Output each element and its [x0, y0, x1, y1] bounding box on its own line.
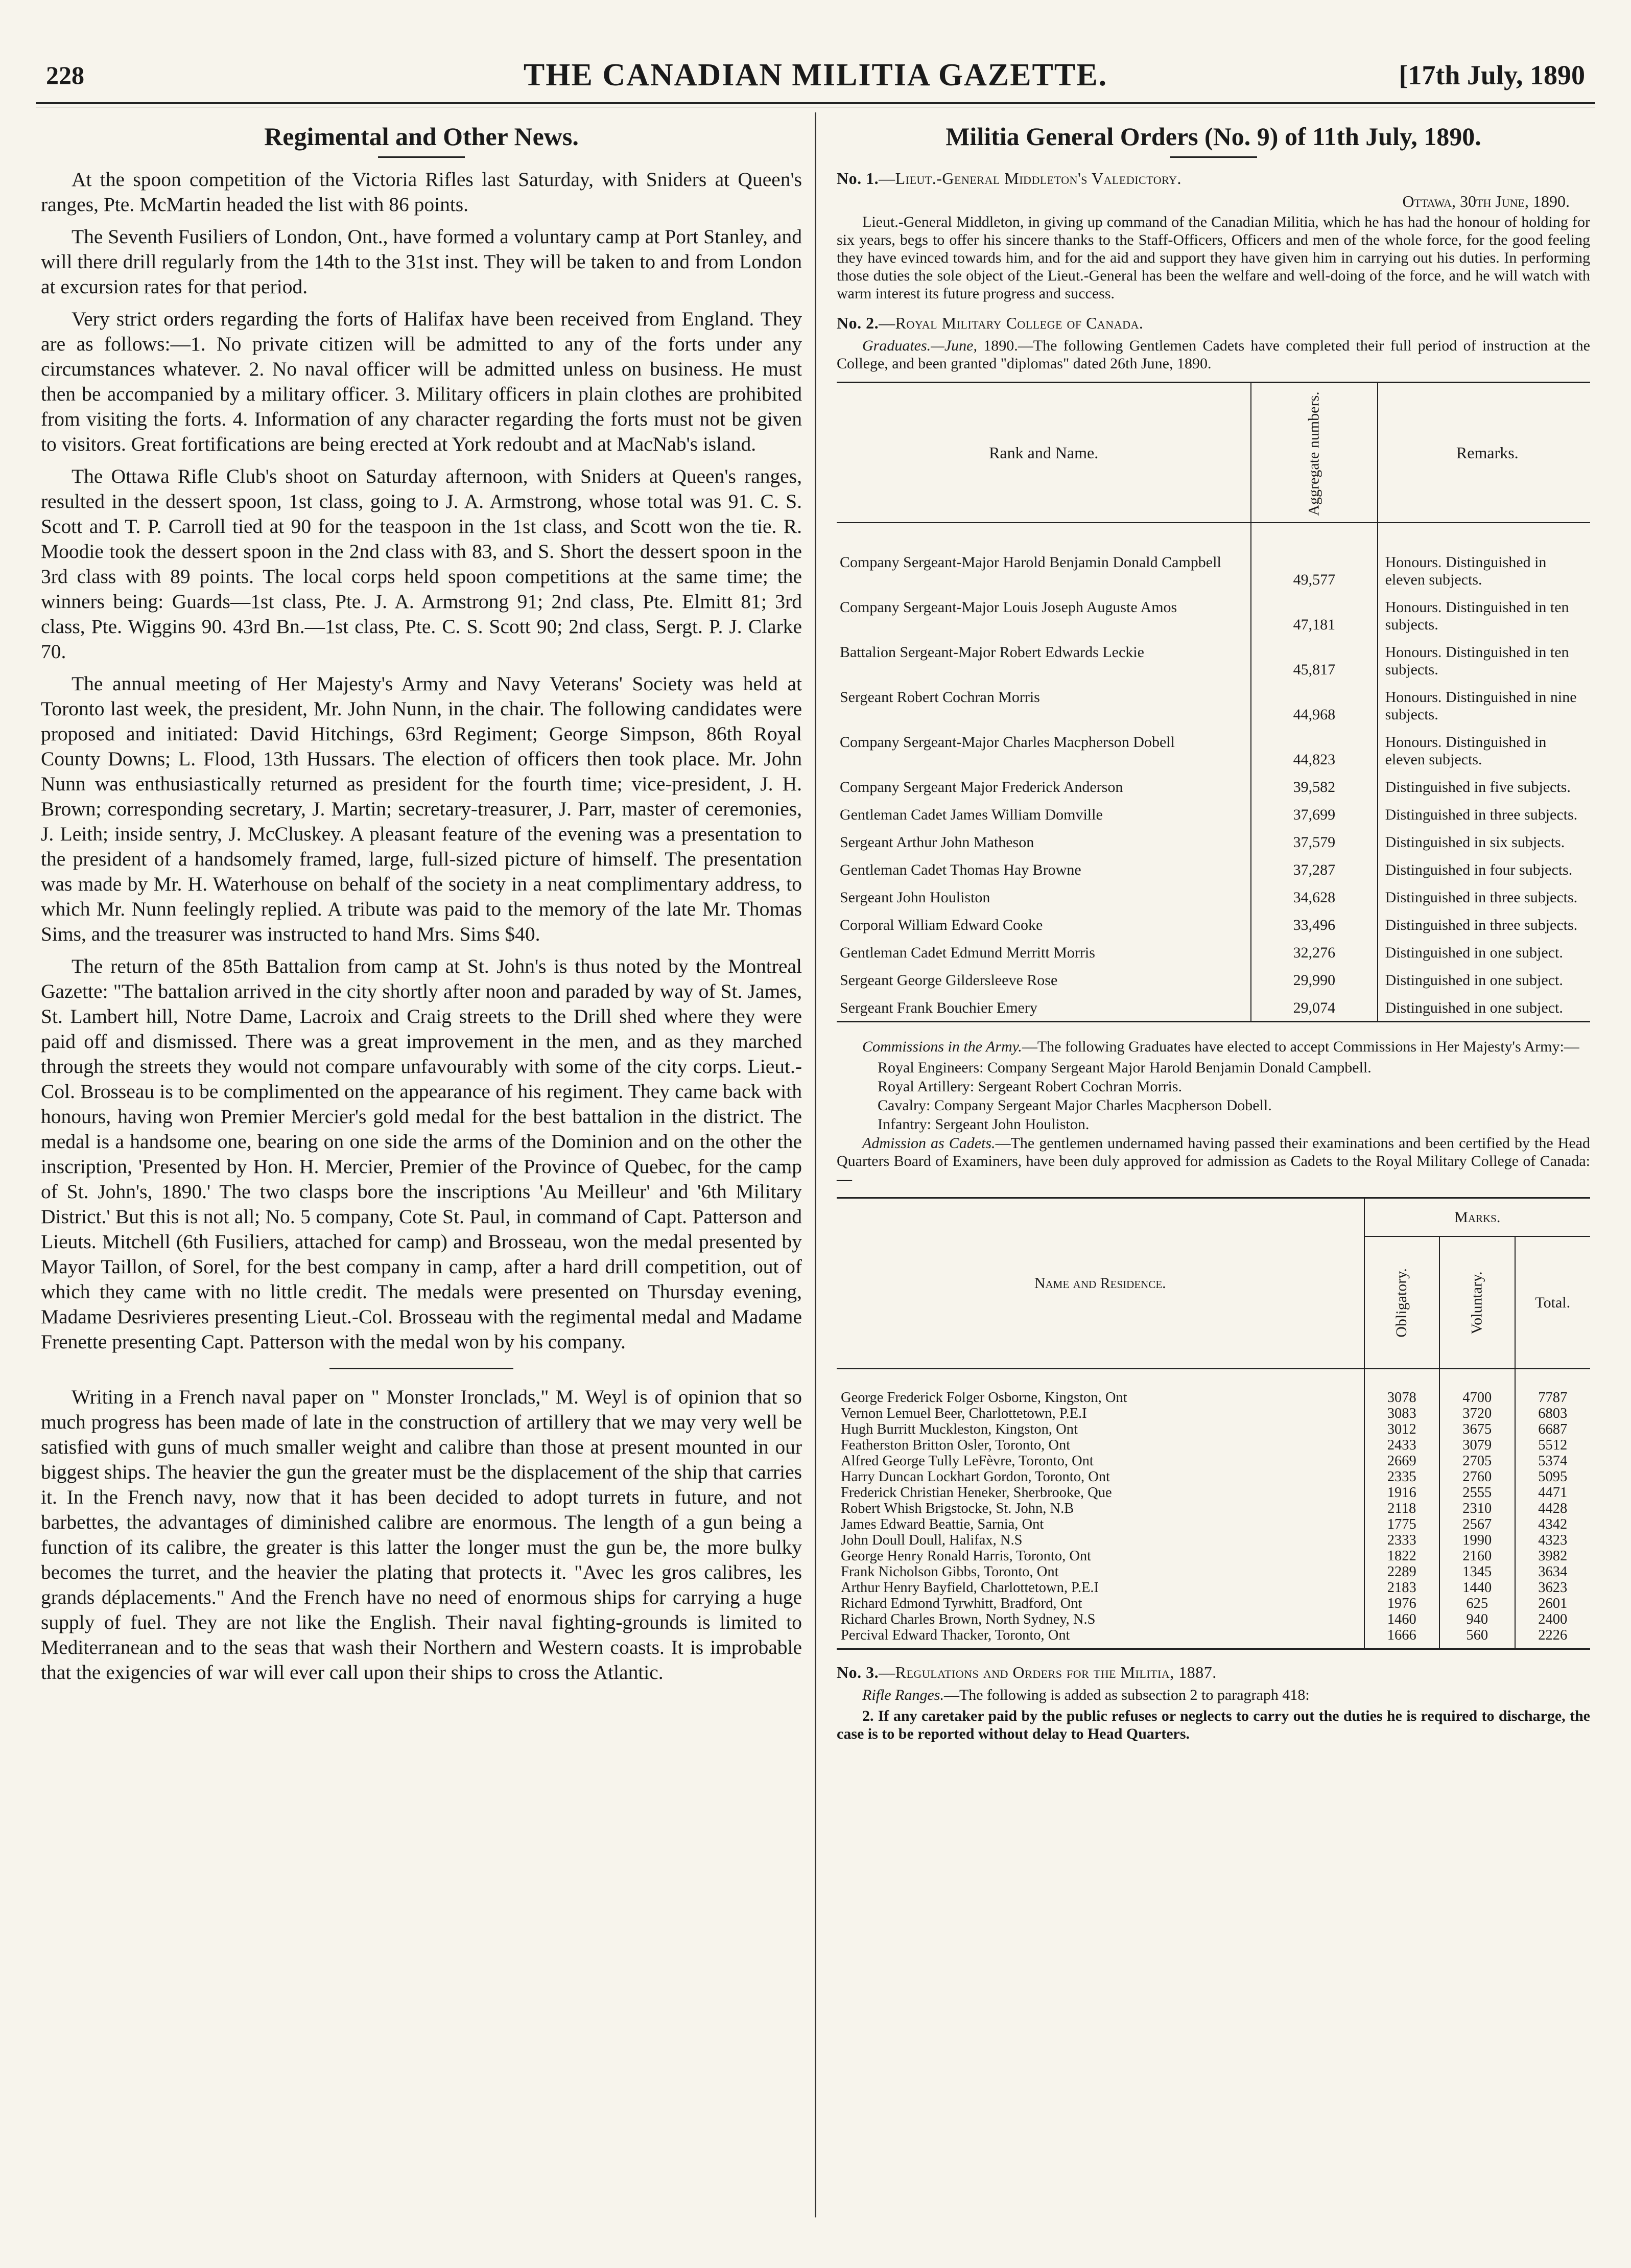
cadet-obligatory: 2433: [1364, 1437, 1440, 1453]
graduate-row: [837, 855, 1590, 883]
graduate-row: [837, 828, 1590, 855]
order-number: No. 1.: [837, 169, 879, 188]
cadet-obligatory: 3083: [1364, 1406, 1440, 1421]
italic-lead: Rifle Ranges.: [862, 1687, 944, 1703]
cadet-voluntary: 625: [1439, 1596, 1515, 1611]
graduate-remarks: Distinguished in three subjects.: [1385, 917, 1578, 933]
graduate-remarks: Distinguished in six subjects.: [1385, 834, 1565, 851]
col-header-aggregate: [1251, 383, 1377, 523]
cadet-total: 6687: [1538, 1421, 1568, 1437]
graduate-row: [837, 910, 1590, 938]
order-heading: [837, 169, 1590, 188]
col-header-name: Name and Residence.: [837, 1198, 1364, 1369]
commission-line: Cavalry: Company Sergeant Major Charles Macpherson Dobell.: [878, 1097, 1272, 1114]
graduate-aggregate: 44,968: [1251, 683, 1377, 728]
cadet-row: [837, 1580, 1590, 1596]
cadet-voluntary: 2567: [1439, 1516, 1515, 1532]
header-rule: [36, 102, 1595, 107]
cadet-row: [837, 1469, 1590, 1485]
col-header-total: Total.: [1515, 1236, 1591, 1369]
cadet-row: [837, 1501, 1590, 1516]
news-paragraph: The Seventh Fusiliers of London, Ont., have formed a voluntary camp at Port Stanley, and will there drill regularly from the 14th to the 31st inst. They will be taken to and from London at excursion rates for that period.: [41, 225, 802, 298]
news-paragraph: Writing in a French naval paper on " Monster Ironclads," M. Weyl is of opinion that so much progress has been made of late in the construction of artillery that we may very well be satisfied with guns of much smaller weight and calibre than those at present mounted in our biggest ships. The heavier the gun the greater must be the displacement of the ship that carries it. In the French navy, now that it has been decided to adopt turrets in future, and not barbettes, the advantages of diminished calibre are enormous. The length of a gun being a function of its calibre, the greater is this latter the longer must the gun be, the more bulky becomes the turret, and the heavier the plating that protects it. "Avec les gros calibres, les grands déplacements." And the French have no need of enormous ships for carrying a huge supply of fuel. They are not like the English. Their naval fighting-grounds is limited to Mediterranean and to the seas that wash their Northern and Western coasts. It is improbable that the exigencies of war will ever call upon their ships to cross the Atlantic.: [41, 1386, 802, 1684]
cadet-total: 2226: [1538, 1627, 1568, 1643]
graduate-name: Company Sergeant-Major Harold Benjamin Donald Campbell: [837, 523, 1251, 593]
graduate-aggregate: 39,582: [1251, 773, 1377, 800]
order-title: —Lieut.-General Middleton's Valedictory.: [879, 169, 1181, 188]
graduate-remarks: Distinguished in four subjects.: [1385, 861, 1573, 878]
right-heading: Militia General Orders (No. 9) of 11th July, 1890.: [945, 122, 1481, 151]
cadet-row: [837, 1406, 1590, 1421]
left-heading: Regimental and Other News.: [264, 122, 579, 151]
graduate-name: Sergeant Robert Cochran Morris: [837, 683, 1251, 728]
cadet-name: Alfred George Tully LeFèvre, Toronto, Ont: [837, 1453, 1364, 1469]
graduate-aggregate: 47,181: [1251, 593, 1377, 638]
cadet-name: Robert Whish Brigstocke, St. John, N.B: [837, 1501, 1364, 1516]
graduate-remarks: Honours. Distinguished in nine subjects.: [1385, 689, 1577, 723]
cadet-total: 5512: [1538, 1437, 1568, 1453]
news-paragraph: Very strict orders regarding the forts of Halifax have been received from England. They are as follows:—1. No private citizen will be admitted to any of the forts under any circumstances whatever. 2. No naval officer will be admitted unless on business. He must then be accompanied by a military officer. 3. Military officers in plain clothes are prohibited from visiting the forts. 4. Information of any character regarding the forts must not be given to visitors. Great fortifications are being erected at York redoubt and at MacNab's island.: [41, 308, 802, 455]
issue-date: [17th July, 1890: [1399, 60, 1585, 90]
news-paragraph: The annual meeting of Her Majesty's Army and Navy Veterans' Society was held at Toronto last week, the president, Mr. John Nunn, in the chair. The following candidates were proposed and initiated: David Hitchings, 63rd Regiment; George Simpson, 86th Royal County Downs; L. Flood, 13th Hussars. The election of officers then took place. Mr. John Nunn was enthusiastically returned as president for the fourth time; vice-president, J. H. Brown; corresponding secretary, J. Martin; secretary-treasurer, J. Parr, master of ceremonies, J. Leith; inside sentry, J. McCluskey. A pleasant feature of the evening was a presentation to the president of a handsomely framed, large, full-sized picture of himself. The presentation was made by Mr. H. Waterhouse on behalf of the society in a neat complimentary address, to which Mr. Nunn feelingly replied. A tribute was paid to the memory of the late Mr. Thomas Sims, and the treasurer was instructed to hand Mrs. Sims $40.: [41, 672, 802, 945]
cadet-obligatory: 2333: [1364, 1532, 1440, 1548]
graduate-remarks: Distinguished in one subject.: [1385, 972, 1563, 989]
graduate-aggregate: 49,577: [1251, 523, 1377, 593]
graduate-aggregate: 33,496: [1251, 910, 1377, 938]
graduate-aggregate: 34,628: [1251, 883, 1377, 910]
cadet-row: [837, 1548, 1590, 1564]
right-column: [816, 107, 1595, 2228]
cadet-voluntary: 2705: [1439, 1453, 1515, 1469]
news-paragraph: The Ottawa Rifle Club's shoot on Saturday afternoon, with Sniders at Queen's ranges, resulted in the dessert spoon, 1st class, going to J. A. Armstrong, whose total was 91. C. S. Scott and T. P. Carroll tied at 90 for the teaspoon in the 1st class, and Scott won the tie. R. Moodie took the dessert spoon in the 2nd class with 83, and S. Short the dessert spoon in the 3rd class with 89 points. The local corps held spoon competitions at the same time; the winners being: Guards—1st class, Pte. J. A. Armstrong 91; 2nd class, Pte. Elmitt 81; 3rd class, Pte. Wiggins 90. 43rd Bn.—1st class, Pte. C. S. Scott 90; 2nd class, Sergt. P. J. Clarke 70.: [41, 465, 802, 663]
graduate-remarks: Distinguished in three subjects.: [1385, 889, 1578, 906]
cadet-total: 3623: [1538, 1580, 1568, 1596]
graduate-name: Battalion Sergeant-Major Robert Edwards Leckie: [837, 638, 1251, 683]
col-header-obligatory-text: Obligatory.: [1393, 1268, 1410, 1338]
cadet-name: James Edward Beattie, Sarnia, Ont: [837, 1516, 1364, 1532]
cadet-total: 4471: [1538, 1485, 1568, 1501]
graduate-name: Sergeant George Gildersleeve Rose: [837, 966, 1251, 993]
graduate-remarks: Honours. Distinguished in ten subjects.: [1385, 644, 1569, 678]
graduates-table: [837, 382, 1590, 1022]
cadet-obligatory: 2289: [1364, 1564, 1440, 1580]
page-number: 228: [46, 61, 84, 89]
columns: [36, 107, 1595, 2228]
cadet-voluntary: 1345: [1439, 1564, 1515, 1580]
admission-text: [837, 1134, 1590, 1188]
graduate-name: Gentleman Cadet Edmund Merritt Morris: [837, 938, 1251, 966]
cadet-row: [837, 1516, 1590, 1532]
cadet-row: [837, 1453, 1590, 1469]
cadet-obligatory: 1666: [1364, 1627, 1440, 1649]
cadet-total: 4323: [1538, 1532, 1568, 1548]
graduate-row: [837, 728, 1590, 773]
cadet-name: Frank Nicholson Gibbs, Toronto, Ont: [837, 1564, 1364, 1580]
cadet-voluntary: 2555: [1439, 1485, 1515, 1501]
order-title: —Royal Military College of Canada.: [879, 314, 1144, 332]
order-text-2: 2. If any caretaker paid by the public refuses or neglects to carry out the duties he is required to discharge, the case is to be reported without delay to Head Quarters.: [837, 1708, 1590, 1742]
news-paragraph: At the spoon competition of the Victoria Rifles last Saturday, with Sniders at Queen's ranges, Pte. McMartin headed the list with 86 points.: [41, 168, 802, 216]
left-column: [36, 107, 815, 2228]
cadet-obligatory: 1916: [1364, 1485, 1440, 1501]
graduate-row: [837, 593, 1590, 638]
cadet-name: George Frederick Folger Osborne, Kingston, Ont: [837, 1369, 1364, 1406]
cadet-name: Vernon Lemuel Beer, Charlottetown, P.E.I: [837, 1406, 1364, 1421]
cadet-total: 5095: [1538, 1469, 1568, 1485]
cadet-obligatory: 2335: [1364, 1469, 1440, 1485]
col-header-aggregate-text: Aggregate numbers.: [1305, 391, 1322, 516]
separator-rule: [329, 1368, 513, 1369]
col-header-remarks: Remarks.: [1378, 383, 1590, 523]
graduate-name: Gentleman Cadet James William Domville: [837, 800, 1251, 828]
cadet-total: 4342: [1538, 1516, 1568, 1532]
graduate-name: Company Sergeant-Major Charles Macpherson Dobell: [837, 728, 1251, 773]
cadet-name: Featherston Britton Osler, Toronto, Ont: [837, 1437, 1364, 1453]
cadet-voluntary: 3675: [1439, 1421, 1515, 1437]
order-body: 1890.—The following Gentlemen Cadets have completed their full period of instruction at the College, and been granted "diplomas" dated 26th June, 1890.: [837, 337, 1590, 372]
graduate-aggregate: 37,699: [1251, 800, 1377, 828]
cadet-voluntary: 2310: [1439, 1501, 1515, 1516]
graduate-row: [837, 683, 1590, 728]
order-body: —The following is added as subsection 2 to paragraph 418:: [943, 1687, 1310, 1703]
cadet-total: 2400: [1538, 1611, 1568, 1627]
col-header-marks: Marks.: [1364, 1198, 1591, 1237]
cadet-name: Percival Edward Thacker, Toronto, Ont: [837, 1627, 1364, 1649]
news-paragraph: The return of the 85th Battalion from camp at St. John's is thus noted by the Montreal Gazette: "The battalion arrived in the city shortly after noon and paraded by way of St. James, St. Lambert hill, Notre Dame, Lacroix and Craig streets to the Drill shed where they were paid off and dismissed. There was a great improvement in the men, and as they marched through the streets they would not compare unfavourably with some of the city corps. Lieut.-Col. Brosseau is to be complimented on the appearance of his regiment. They came back with honours, having won Premier Mercier's gold medal for the best battalion in the district. The medal is a handsome one, bearing on one side the arms of the Dominion and on the other the inscription, 'Presented by Hon. H. Mercier, Premier of the Province of Quebec, for the camp of St. John's, 1890.' The two clasps bore the inscriptions 'Au Meilleur' and '6th Military District.' But this is not all; No. 5 company, Cote St. Paul, in command of Capt. Patterson and Lieuts. Mitchell (6th Fusiliers, attached for camp) and Brosseau, won the medal presented by Mayor Taillon, of Sorel, for the best company in camp, after a hard drill competition, out of which they came with no little credit. The medals were presented on Thursday evening, Madame Desrivieres presenting Lieut.-Col. Brosseau with the regimental medal and Madame Frenette presenting Capt. Patterson with the medal won by his company.: [41, 955, 802, 1353]
publication-title: THE CANADIAN MILITIA GAZETTE.: [523, 58, 1108, 92]
graduate-aggregate: 37,579: [1251, 828, 1377, 855]
cadet-row: [837, 1596, 1590, 1611]
heading-rule: [378, 156, 465, 158]
order-number: No. 3.: [837, 1663, 879, 1681]
cadet-voluntary: 2160: [1439, 1548, 1515, 1564]
order-number: No. 2.: [837, 314, 879, 332]
order-text: [837, 337, 1590, 372]
commission-line: Royal Artillery: Sergeant Robert Cochran Morris.: [878, 1078, 1183, 1095]
graduate-row: [837, 800, 1590, 828]
graduate-name: Corporal William Edward Cooke: [837, 910, 1251, 938]
graduate-remarks: Honours. Distinguished in ten subjects.: [1385, 599, 1569, 633]
heading-rule: [1170, 156, 1257, 158]
cadet-name: George Henry Ronald Harris, Toronto, Ont: [837, 1548, 1364, 1564]
graduate-name: Sergeant John Houliston: [837, 883, 1251, 910]
italic-lead: Commissions in the Army.: [862, 1038, 1022, 1055]
cadet-row: [837, 1421, 1590, 1437]
cadet-voluntary: 4700: [1439, 1369, 1515, 1406]
graduate-remarks: Distinguished in three subjects.: [1385, 806, 1578, 823]
commission-line: Infantry: Sergeant John Houliston.: [878, 1116, 1090, 1133]
cadet-name: Richard Charles Brown, North Sydney, N.S: [837, 1611, 1364, 1627]
cadet-total: 7787: [1538, 1390, 1568, 1406]
cadet-row: [837, 1485, 1590, 1501]
col-header-voluntary: [1439, 1236, 1515, 1369]
cadet-obligatory: 3078: [1364, 1369, 1440, 1406]
graduate-aggregate: 29,074: [1251, 993, 1377, 1022]
cadet-name: Frederick Christian Heneker, Sherbrooke, Que: [837, 1485, 1364, 1501]
cadet-obligatory: 1460: [1364, 1611, 1440, 1627]
cadet-row: [837, 1627, 1590, 1649]
graduate-aggregate: 37,287: [1251, 855, 1377, 883]
graduate-name: Sergeant Arthur John Matheson: [837, 828, 1251, 855]
graduate-row: [837, 523, 1590, 593]
cadet-obligatory: 1976: [1364, 1596, 1440, 1611]
graduate-name: Company Sergeant-Major Louis Joseph Auguste Amos: [837, 593, 1251, 638]
cadet-row: [837, 1564, 1590, 1580]
graduate-row: [837, 773, 1590, 800]
graduate-aggregate: 32,276: [1251, 938, 1377, 966]
dateline: Ottawa, 30th June, 1890.: [1402, 192, 1570, 211]
cadet-voluntary: 940: [1439, 1611, 1515, 1627]
order-text: [837, 1686, 1590, 1704]
cadet-name: Richard Edmond Tyrwhitt, Bradford, Ont: [837, 1596, 1364, 1611]
commissions-body: —The following Graduates have elected to accept Commissions in Her Majesty's Army:—: [1022, 1038, 1579, 1055]
cadet-voluntary: 3079: [1439, 1437, 1515, 1453]
graduate-name: Company Sergeant Major Frederick Anderson: [837, 773, 1251, 800]
col-header-rank: Rank and Name.: [837, 383, 1251, 523]
graduate-remarks: Distinguished in one subject.: [1385, 999, 1563, 1016]
graduate-remarks: Distinguished in one subject.: [1385, 944, 1563, 961]
cadets-table: [837, 1197, 1590, 1650]
cadet-row: [837, 1611, 1590, 1627]
cadet-obligatory: 2183: [1364, 1580, 1440, 1596]
cadet-obligatory: 2118: [1364, 1501, 1440, 1516]
graduate-row: [837, 966, 1590, 993]
cadet-obligatory: 2669: [1364, 1453, 1440, 1469]
cadet-voluntary: 1440: [1439, 1580, 1515, 1596]
italic-lead: Graduates.—June,: [862, 337, 977, 354]
cadet-voluntary: 1990: [1439, 1532, 1515, 1548]
cadet-row: [837, 1437, 1590, 1453]
cadet-voluntary: 2760: [1439, 1469, 1515, 1485]
cadet-row: [837, 1532, 1590, 1548]
cadet-name: Hugh Burritt Muckleston, Kingston, Ont: [837, 1421, 1364, 1437]
col-header-obligatory: [1364, 1236, 1440, 1369]
cadet-row: [837, 1369, 1590, 1406]
order-title: —Regulations and Orders for the Militia, 1887.: [879, 1663, 1217, 1681]
graduate-remarks: Distinguished in five subjects.: [1385, 779, 1571, 796]
order-text: Lieut.-General Middleton, in giving up command of the Canadian Militia, which he has had the honour of holding for six years, begs to offer his sincere thanks to the Staff-Officers, Officers and men of the whole force, for the good feeling they have evinced towards him, and for the aid and support they have given him in carrying out his duties. In performing those duties the sole object of the Lieut.-General has been the welfare and well-doing of the force, and he will watch with warm interest its future progress and success.: [837, 214, 1590, 302]
cadet-total: 3982: [1538, 1548, 1568, 1564]
order-heading: [837, 1663, 1590, 1682]
cadet-total: 4428: [1538, 1501, 1568, 1516]
italic-lead: Admission as Cadets.: [862, 1135, 996, 1152]
graduate-row: [837, 638, 1590, 683]
graduate-aggregate: 44,823: [1251, 728, 1377, 773]
cadet-total: 5374: [1538, 1453, 1568, 1469]
graduate-row: [837, 938, 1590, 966]
cadet-voluntary: 3720: [1439, 1406, 1515, 1421]
cadet-voluntary: 560: [1439, 1627, 1515, 1649]
graduate-remarks: Honours. Distinguished in eleven subjects.: [1385, 734, 1547, 768]
cadet-name: John Doull Doull, Halifax, N.S: [837, 1532, 1364, 1548]
cadet-obligatory: 1775: [1364, 1516, 1440, 1532]
cadet-obligatory: 3012: [1364, 1421, 1440, 1437]
running-head: [36, 46, 1595, 102]
graduate-row: [837, 883, 1590, 910]
graduate-aggregate: 45,817: [1251, 638, 1377, 683]
cadet-total: 2601: [1538, 1596, 1568, 1611]
col-header-voluntary-text: Voluntary.: [1468, 1271, 1485, 1335]
cadet-name: Arthur Henry Bayfield, Charlottetown, P.E.I: [837, 1580, 1364, 1596]
commissions-text: [837, 1038, 1590, 1056]
graduate-remarks: Honours. Distinguished in eleven subjects.: [1385, 554, 1547, 588]
graduate-row: [837, 993, 1590, 1022]
cadet-total: 6803: [1538, 1406, 1568, 1421]
cadet-total: 3634: [1538, 1564, 1568, 1580]
cadet-name: Harry Duncan Lockhart Gordon, Toronto, Ont: [837, 1469, 1364, 1485]
cadet-obligatory: 1822: [1364, 1548, 1440, 1564]
graduate-name: Sergeant Frank Bouchier Emery: [837, 993, 1251, 1022]
commission-line: Royal Engineers: Company Sergeant Major Harold Benjamin Donald Campbell.: [878, 1059, 1372, 1076]
graduate-aggregate: 29,990: [1251, 966, 1377, 993]
admission-body: —The gentlemen undernamed having passed their examinations and been certified by the Head Quarters Board of Examiners, have been duly approved for admission as Cadets to the Royal Military College of Canada:—: [837, 1135, 1590, 1187]
order-heading: [837, 314, 1590, 333]
graduate-name: Gentleman Cadet Thomas Hay Browne: [837, 855, 1251, 883]
